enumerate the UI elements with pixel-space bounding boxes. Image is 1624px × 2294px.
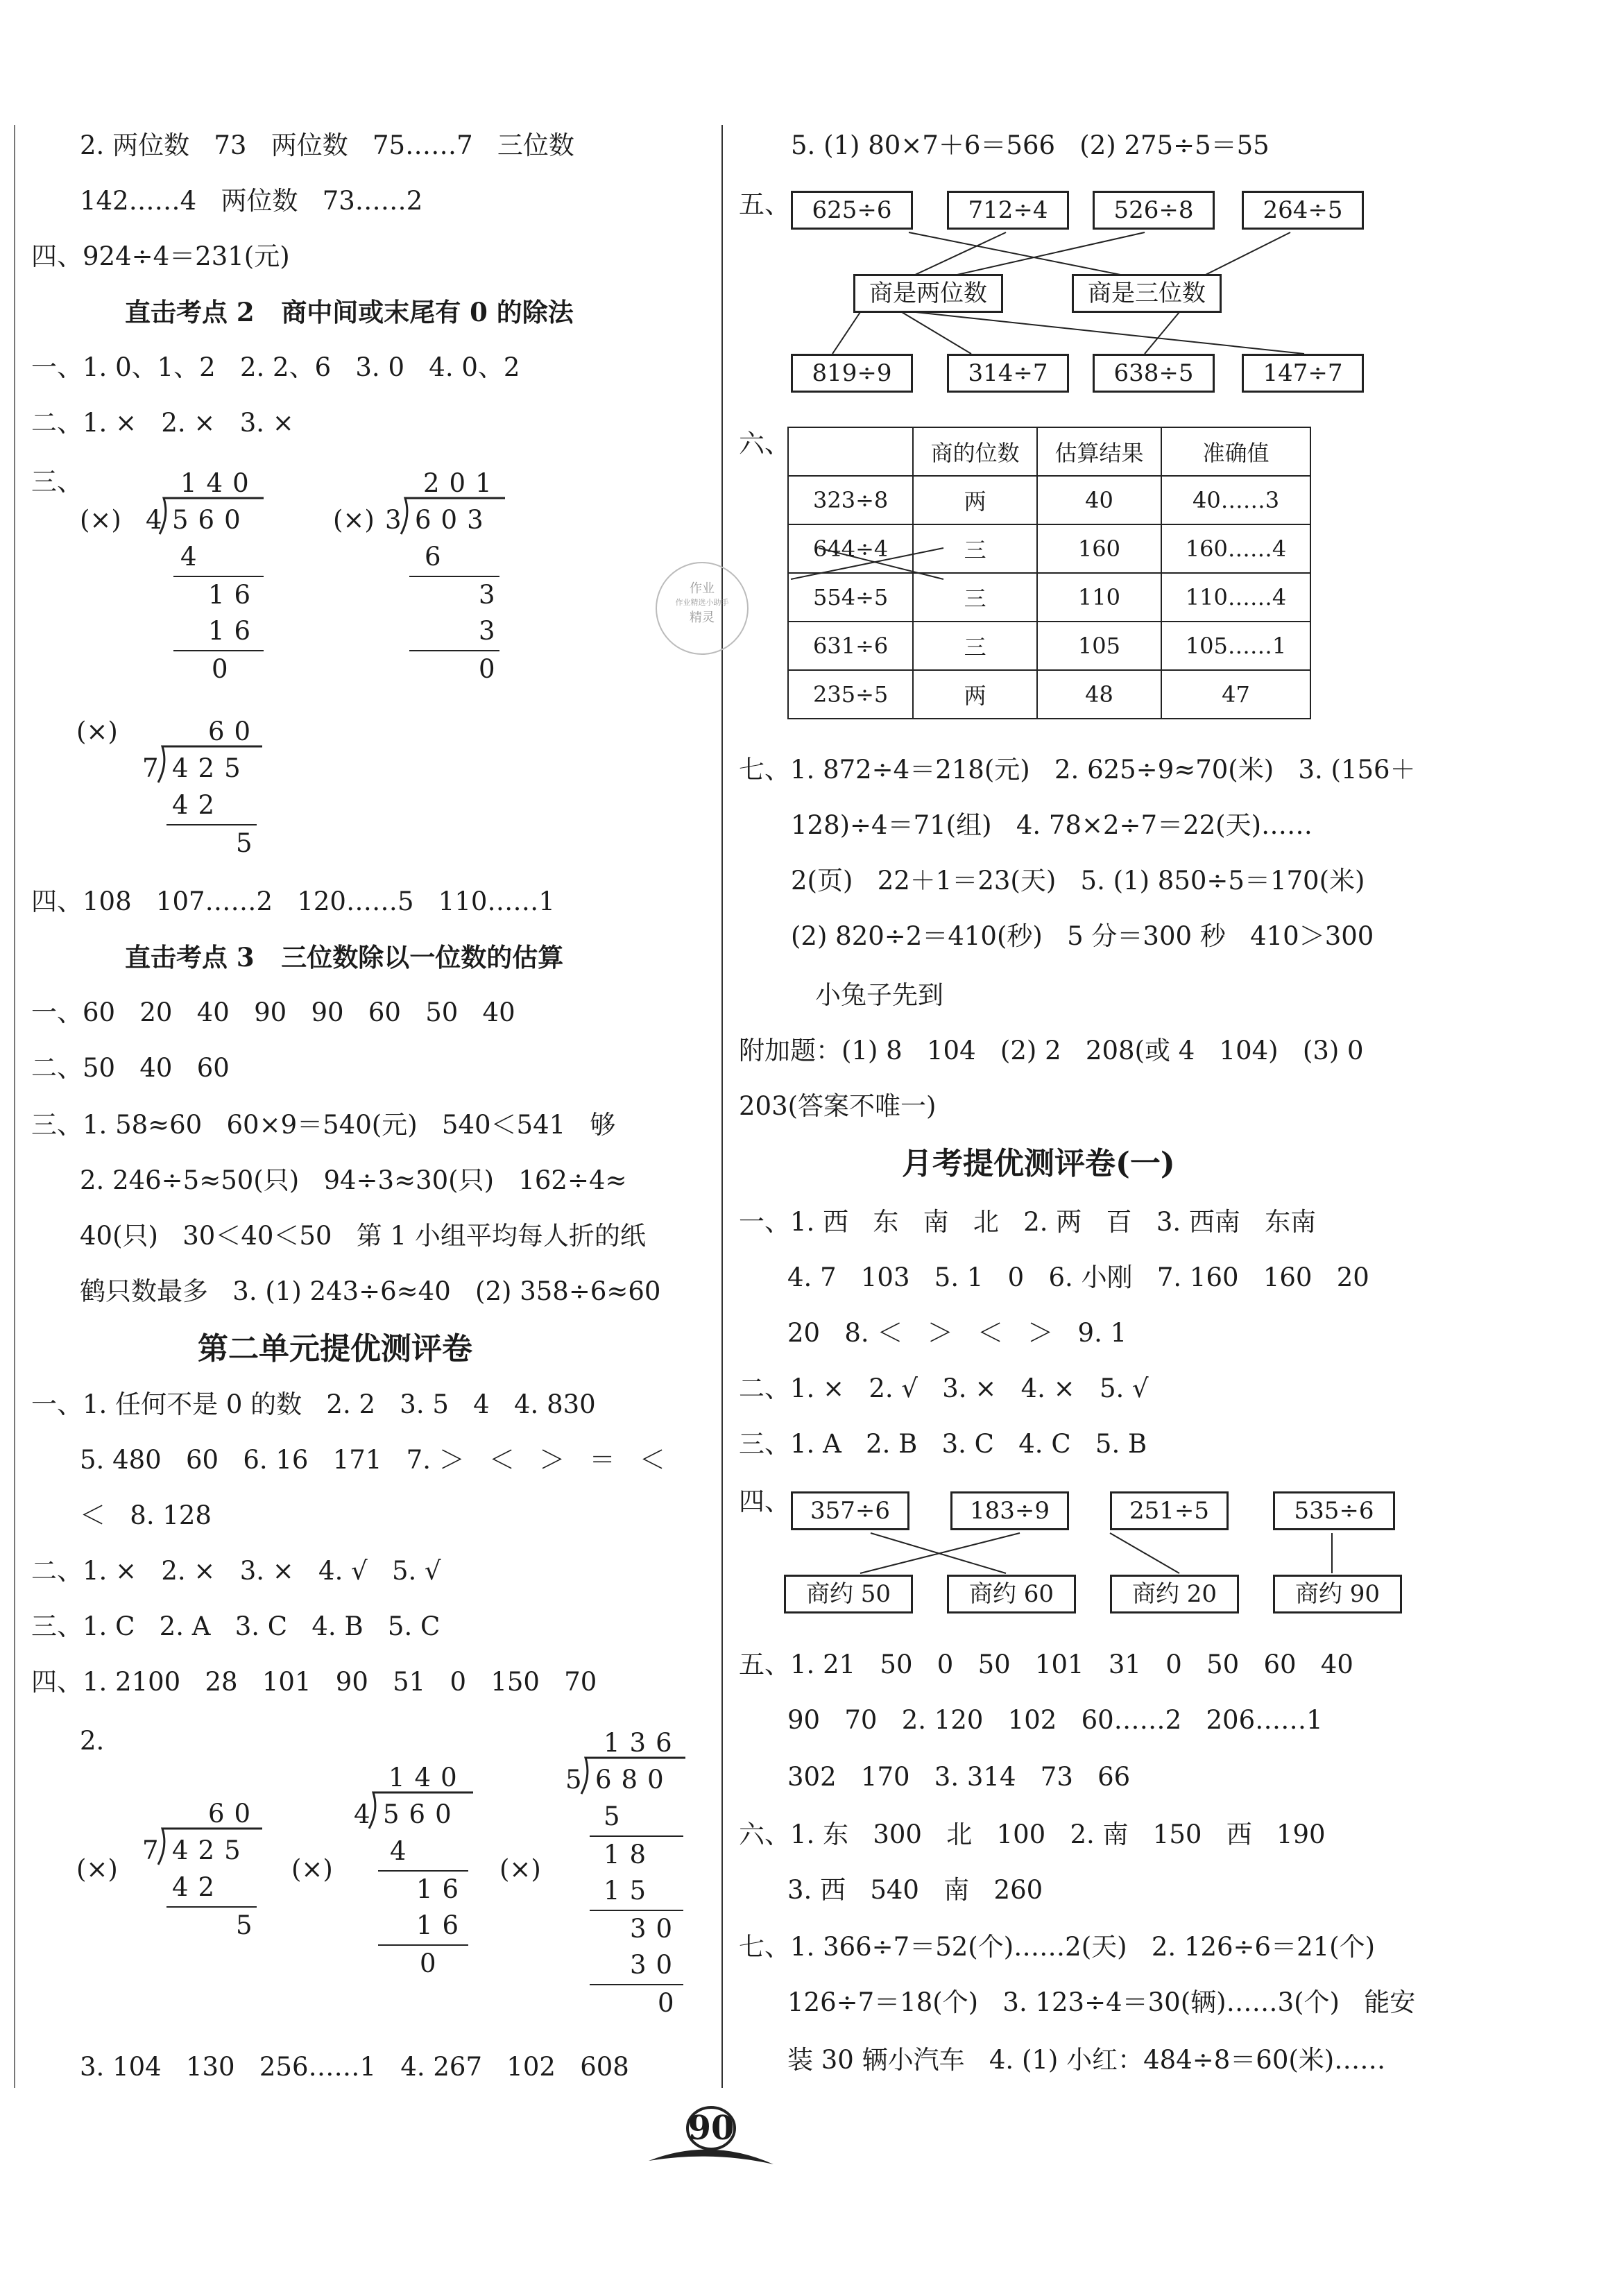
left-line-3: 四、924÷4＝231(元)	[31, 241, 290, 271]
digits: 4	[146, 505, 172, 535]
right-four-label: 四、	[739, 1487, 790, 1516]
digits: 15	[604, 1876, 656, 1906]
right-q6: 附加题：(1) 8 104 (2) 2 208(或 4 104) (3) 0	[739, 1036, 1364, 1065]
right-q2: 128)÷4＝71(组) 4. 78×2÷7＝22(天)……	[791, 810, 1313, 840]
table-header: 商的位数	[913, 427, 1037, 476]
table-cell: 554÷5	[788, 573, 913, 622]
digits: 3	[479, 616, 505, 646]
left-s2: 二、1. × 2. × 3. ×	[31, 408, 294, 438]
four-bot-3: 商约 20	[1110, 1575, 1239, 1613]
right-six-label: 六、	[739, 429, 790, 459]
five-mid-2: 商是三位数	[1072, 274, 1222, 313]
left-e3: 三、1. 58≈60 60×9＝540(元) 540＜541 够	[31, 1110, 616, 1140]
mark-x: (×)	[76, 1854, 118, 1884]
digits: 201	[423, 468, 502, 498]
digits: 6	[425, 542, 451, 572]
digits: 3	[479, 580, 505, 610]
digits: 16	[416, 1874, 469, 1904]
digits: 7	[142, 1835, 169, 1865]
five-top-1: 625÷6	[791, 191, 913, 230]
mark-x: (×)	[80, 505, 121, 535]
table-cell: 三	[913, 524, 1037, 573]
digits: 16	[416, 1910, 469, 1940]
digits: 5	[565, 1765, 592, 1795]
table-cell: 160……4	[1161, 524, 1310, 573]
digits: 0	[420, 1949, 446, 1978]
four-bot-4: 商约 90	[1273, 1575, 1402, 1613]
digits: 0	[658, 1988, 684, 2018]
digits: 680	[595, 1765, 674, 1795]
digits: 0	[479, 654, 505, 684]
five-top-4: 264÷5	[1242, 191, 1364, 230]
right-m2: 4. 7 103 5. 1 0 6. 小刚 7. 160 160 20	[787, 1262, 1369, 1292]
left-line-2: 142……4 两位数 73……2	[80, 186, 423, 216]
left-e1: 一、60 20 40 90 90 60 50 40	[31, 998, 515, 1027]
right-m6: 五、1. 21 50 0 50 101 31 0 50 60 40	[739, 1650, 1353, 1679]
digits: 4	[390, 1836, 416, 1866]
right-m4: 二、1. × 2. √ 3. × 4. × 5. √	[739, 1373, 1149, 1403]
unit-test-title: 第二单元提优测评卷	[198, 1331, 472, 1367]
right-m9: 六、1. 东 300 北 100 2. 南 150 西 190	[739, 1820, 1326, 1849]
page-number-badge	[656, 2102, 767, 2178]
right-line-1: 5. (1) 80×7＋6＝566 (2) 275÷5＝55	[791, 130, 1270, 160]
digits: 60	[208, 1799, 261, 1829]
right-m11: 七、1. 366÷7＝52(个)……2(天) 2. 126÷6＝21(个)	[739, 1932, 1376, 1962]
right-m10: 3. 西 540 南 260	[787, 1875, 1043, 1905]
left-line-1: 2. 两位数 73 两位数 75……7 三位数	[80, 130, 574, 160]
table-cell: 105	[1037, 622, 1161, 670]
left-u1: 一、1. 任何不是 0 的数 2. 2 3. 5 4 4. 830	[31, 1389, 596, 1419]
table-cell: 631÷6	[788, 622, 913, 670]
four-top-4: 535÷6	[1273, 1491, 1395, 1530]
section-heading-3: 直击考点 3 三位数除以一位数的估算	[125, 942, 564, 973]
mark-x: (×)	[76, 717, 118, 746]
right-q4: (2) 820÷2＝410(秒) 5 分＝300 秒 410＞300	[791, 921, 1374, 951]
table-cell: 105……1	[1161, 622, 1310, 670]
digits: 5	[236, 1910, 262, 1940]
digits: 560	[172, 505, 250, 535]
table-cell: 160	[1037, 524, 1161, 573]
digits: 42	[172, 1872, 225, 1902]
right-q5: 小兔子先到	[815, 980, 943, 1010]
four-bot-1: 商约 50	[784, 1575, 913, 1613]
left-s3: 三、	[31, 467, 83, 497]
table-cell: 40	[1037, 476, 1161, 524]
table-cell: 三	[913, 573, 1037, 622]
five-top-3: 526÷8	[1093, 191, 1215, 230]
four-top-1: 357÷6	[791, 1491, 909, 1530]
digits: 30	[630, 1914, 683, 1944]
digits: 560	[383, 1799, 461, 1829]
right-q1: 七、1. 872÷4＝218(元) 2. 625÷9≈70(米) 3. (156＋	[739, 755, 1416, 785]
digits: 7	[142, 753, 169, 783]
right-m12: 126÷7＝18(个) 3. 123÷4＝30(辆)……3(个) 能安	[787, 1987, 1416, 2017]
page-number: 90	[687, 2109, 735, 2148]
table-cell: 110……4	[1161, 573, 1310, 622]
section-heading-2: 直击考点 2 商中间或末尾有 0 的除法	[125, 297, 574, 327]
digits: 140	[388, 1763, 467, 1792]
left-u3: ＜ 8. 128	[80, 1500, 212, 1530]
left-u7: 2.	[80, 1726, 105, 1756]
right-m13: 装 30 辆小汽车 4. (1) 小红：484÷8＝60(米)……	[787, 2045, 1386, 2075]
digits: 3	[385, 505, 411, 535]
left-s4: 四、108 107……2 120……5 110……1	[31, 887, 555, 916]
left-e6: 鹤只数最多 3. (1) 243÷6≈40 (2) 358÷6≈60	[80, 1276, 661, 1306]
left-u5: 三、1. C 2. A 3. C 4. B 5. C	[31, 1611, 441, 1641]
left-e2: 二、50 40 60	[31, 1053, 230, 1083]
five-top-2: 712÷4	[947, 191, 1069, 230]
digits: 0	[212, 654, 238, 684]
right-q7: 203(答案不唯一)	[739, 1091, 937, 1121]
digits: 16	[208, 616, 261, 646]
digits: 30	[630, 1950, 683, 1980]
five-bot-4: 147÷7	[1242, 354, 1364, 393]
digits: 4	[180, 542, 207, 572]
left-e5: 40(只) 30＜40＜50 第 1 小组平均每人折的纸	[80, 1221, 646, 1251]
digits: 425	[172, 1835, 250, 1865]
right-m7: 90 70 2. 120 102 60……2 206……1	[787, 1705, 1323, 1735]
left-u2: 5. 480 60 6. 16 171 7. ＞ ＜ ＞ ＝ ＜	[80, 1445, 665, 1475]
digits: 16	[208, 580, 261, 610]
five-bot-3: 638÷5	[1093, 354, 1215, 393]
right-m8: 302 170 3. 314 73 66	[787, 1762, 1131, 1792]
stamp-text-2: 作业精选小助手	[675, 598, 729, 607]
left-s1: 一、1. 0、1、2 2. 2、6 3. 0 4. 0、2	[31, 352, 520, 382]
four-top-3: 251÷5	[1110, 1491, 1229, 1530]
digits: 18	[604, 1840, 656, 1869]
left-u6: 四、1. 2100 28 101 90 51 0 150 70	[31, 1667, 597, 1697]
mark-x: (×)	[333, 505, 375, 535]
monthly-test-title: 月考提优测评卷(一)	[902, 1146, 1175, 1181]
table-cell: 235÷5	[788, 670, 913, 719]
mark-x: (×)	[291, 1854, 333, 1884]
five-mid-1: 商是两位数	[853, 274, 1003, 313]
digits: 603	[415, 505, 493, 535]
table-header: 估算结果	[1037, 427, 1161, 476]
digits: 5	[604, 1801, 630, 1831]
stamp-text-3: 精灵	[690, 610, 715, 625]
table-cell: 110	[1037, 573, 1161, 622]
right-five-label: 五、	[739, 189, 790, 219]
left-e4: 2. 246÷5≈50(只) 94÷3≈30(只) 162÷4≈	[80, 1165, 627, 1195]
table-cell: 323÷8	[788, 476, 913, 524]
left-u8: 3. 104 130 256……1 4. 267 102 608	[80, 2052, 629, 2082]
right-m1: 一、1. 西 东 南 北 2. 两 百 3. 西南 东南	[739, 1207, 1317, 1237]
right-m3: 20 8. ＜ ＞ ＜ ＞ 9. 1	[787, 1318, 1127, 1348]
table-cell: 两	[913, 670, 1037, 719]
mark-x: (×)	[499, 1854, 541, 1884]
right-q3: 2(页) 22＋1＝23(天) 5. (1) 850÷5＝170(米)	[791, 866, 1365, 896]
digits: 425	[172, 753, 250, 783]
digits: 140	[180, 468, 259, 498]
digits: 5	[236, 828, 262, 858]
right-m5: 三、1. A 2. B 3. C 4. C 5. B	[739, 1429, 1147, 1459]
table-cell: 40……3	[1161, 476, 1310, 524]
digits: 136	[604, 1728, 682, 1758]
table-cell: 两	[913, 476, 1037, 524]
table-cell: 644÷4	[788, 524, 913, 573]
digits: 4	[354, 1799, 380, 1829]
five-bot-2: 314÷7	[947, 354, 1069, 393]
table-cell: 48	[1037, 670, 1161, 719]
left-u4: 二、1. × 2. × 3. × 4. √ 5. √	[31, 1556, 441, 1586]
table-cell: 三	[913, 622, 1037, 670]
four-top-2: 183÷9	[950, 1491, 1069, 1530]
digits: 60	[208, 717, 261, 746]
five-bot-1: 819÷9	[791, 354, 913, 393]
table-header: 准确值	[1161, 427, 1310, 476]
stamp-text-1: 作业	[690, 581, 715, 596]
digits: 42	[172, 790, 225, 820]
table-cell: 47	[1161, 670, 1310, 719]
four-bot-2: 商约 60	[947, 1575, 1076, 1613]
